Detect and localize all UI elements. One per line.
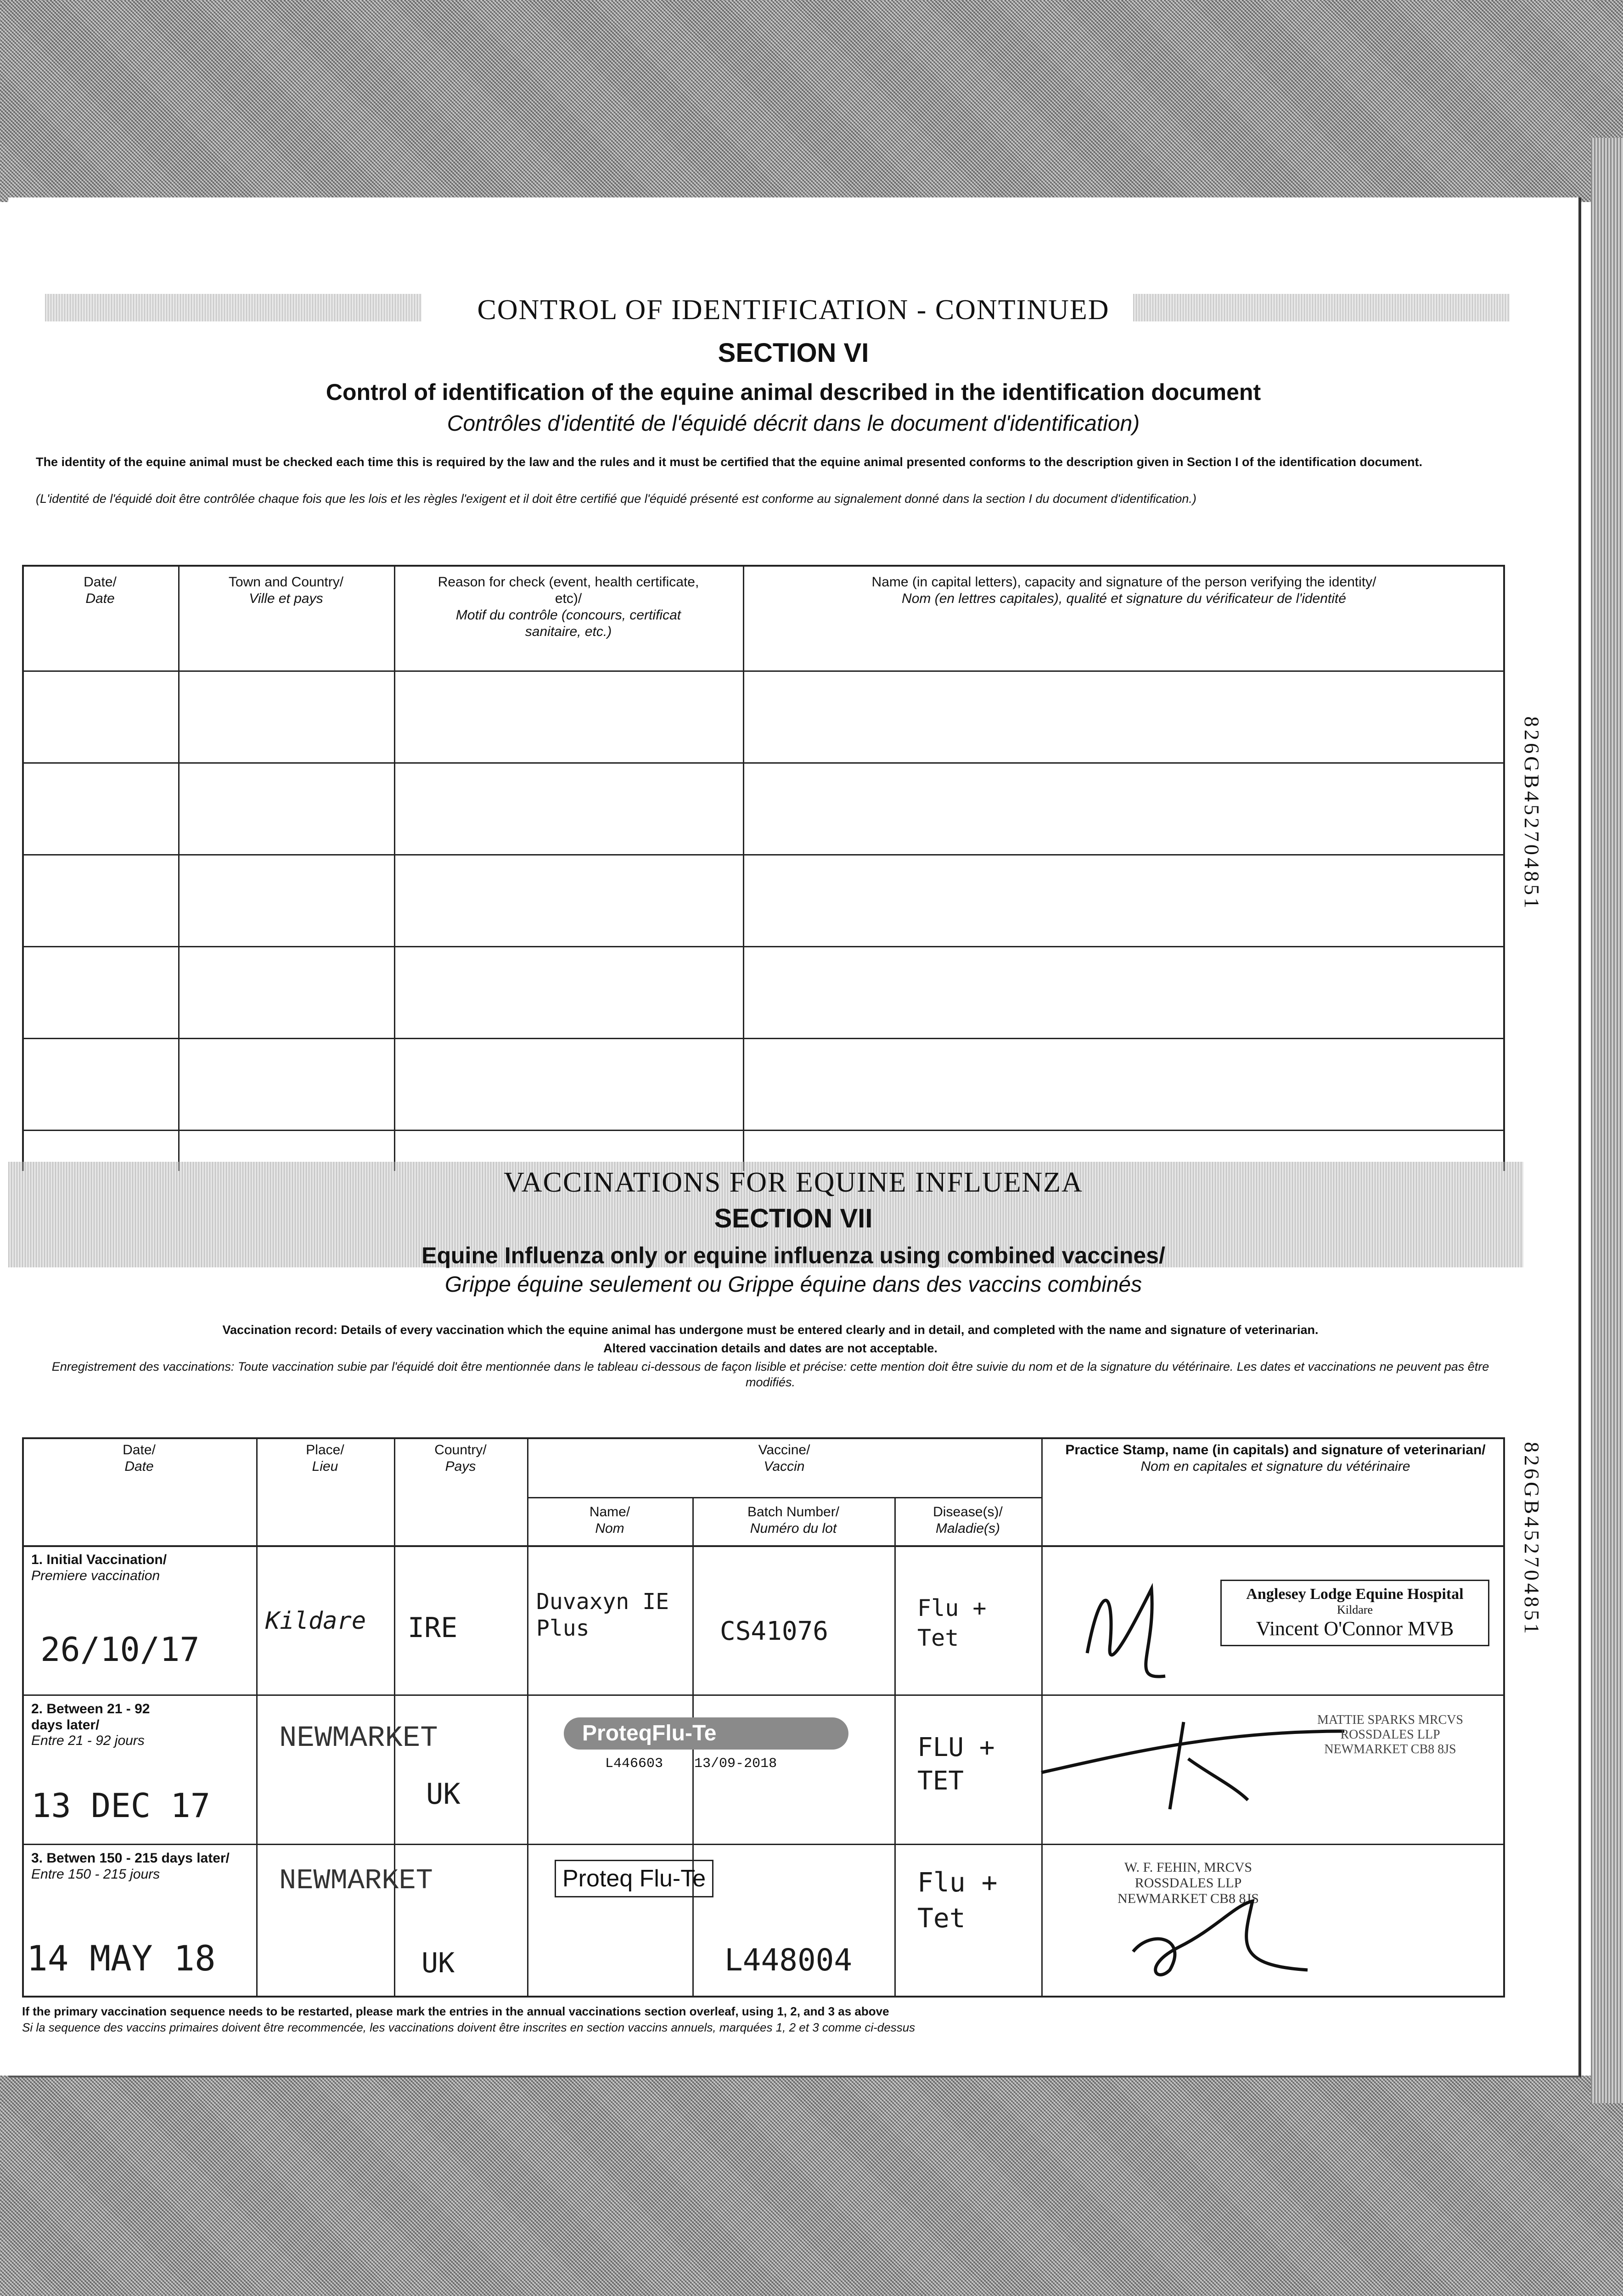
row2-practice-stamp: MATTIE SPARKS MRCVS ROSSDALES LLP NEWMARKET CB8 8JS bbox=[1317, 1713, 1463, 1756]
section6-heading: CONTROL OF IDENTIFICATION - CONTINUED bbox=[477, 294, 1110, 326]
row3-date: 14 MAY 18 bbox=[27, 1938, 216, 1979]
section7-note-fr: Enregistrement des vaccinations: Toute vaccination subie par l'équidé doit être mentionnée dans le tableau ci-dessous de façon lisible et précise: cette mention doit être suivie du nom et de la signature du vétérinaire. Les dates et vaccinations ne peuvent pas être modifiés. bbox=[51, 1360, 1489, 1389]
passport-page bbox=[8, 197, 1581, 2077]
vax-header-country: Country/ Pays bbox=[434, 1442, 487, 1474]
row2-date: 13 DEC 17 bbox=[31, 1786, 211, 1825]
row1-batch: CS41076 bbox=[720, 1616, 829, 1646]
section6-subtitle-fr: Contrôles d'identité de l'équidé décrit dans le document d'identification) bbox=[447, 411, 1140, 436]
row3-country: UK bbox=[421, 1947, 455, 1979]
right-scan-strip bbox=[1591, 138, 1623, 2103]
row3-disease: Flu + Tet bbox=[917, 1867, 998, 1934]
row3-batch: L448004 bbox=[724, 1942, 853, 1978]
row3-place-text: NEWMARKET bbox=[279, 1864, 433, 1897]
row1-label: 1. Initial Vaccination/ Premiere vaccination bbox=[31, 1552, 167, 1583]
col-header-verifier: Name (in capital letters), capacity and signature of the person verifying the identity/ Nom (en lettres capitales), qualité et signature du vérificateur de l'identité bbox=[871, 574, 1376, 606]
row2-vaccine-label: ProteqFlu-Te L446603 13/09-2018 bbox=[564, 1717, 848, 1786]
row3-vaccine-name: Proteq Flu-Te bbox=[555, 1860, 713, 1897]
vax-header-name: Name/ Nom bbox=[589, 1504, 630, 1536]
row2-vaccine-lot: L446603 bbox=[605, 1756, 663, 1772]
top-scan-border bbox=[0, 0, 1623, 202]
row1-vaccine-name: Duvaxyn IE Plus bbox=[536, 1589, 669, 1641]
row1-signature bbox=[1073, 1561, 1193, 1690]
vax-header-stamp: Practice Stamp, name (in capitals) and signature of veterinarian/ Nom en capitales et signature du vétérinaire bbox=[1065, 1442, 1486, 1474]
row3-practice-stamp: W. F. FEHIN, MRCVS ROSSDALES LLP NEWMARKET CB8 8JS bbox=[1118, 1860, 1259, 1906]
identity-check-table bbox=[22, 565, 1505, 1171]
section7-note-en-2: Altered vaccination details and dates are not acceptable. bbox=[603, 1341, 938, 1355]
vax-header-disease: Disease(s)/ Maladie(s) bbox=[933, 1504, 1003, 1536]
row1-practice-stamp: Anglesey Lodge Equine Hospital Kildare Vincent O'Connor MVB bbox=[1220, 1580, 1489, 1646]
vaccination-footnote-en: If the primary vaccination sequence needs to be restarted, please mark the entries in the annual vaccinations section overleaf, using 1, 2, and 3 as above bbox=[22, 2004, 889, 2018]
vaccination-footnote-fr: Si la sequence des vaccins primaires doivent être recommencée, les vaccinations doivent être inscrites en section vaccins annuels, marquées 1, 2 et 3 comme ci-dessus bbox=[22, 2020, 915, 2034]
row2-disease: FLU + TET bbox=[917, 1733, 995, 1796]
bottom-scan-border bbox=[0, 2076, 1623, 2296]
row1-disease: Flu + Tet bbox=[917, 1595, 987, 1651]
side-id-upper: 826GB452704851 bbox=[1520, 716, 1544, 911]
vax-header-date: Date/ Date bbox=[123, 1442, 156, 1474]
col-header-date: Date/ Date bbox=[84, 574, 117, 606]
vax-header-batch: Batch Number/ Numéro du lot bbox=[747, 1504, 840, 1536]
section6-note-fr: (L'identité de l'équidé doit être contrôlée chaque fois que les lois et les règles l'exigent et il doit être certifié que l'équidé présenté est conforme au signalement donné dans la section I du document d'identification.) bbox=[36, 492, 1196, 506]
section6-note-en: The identity of the equine animal must be checked each time this is required by the law and the rules and it must be certified that the equine animal presented conforms to the description given in Section I of the identification document. bbox=[36, 455, 1423, 469]
row2-vaccine-exp: 13/09-2018 bbox=[694, 1756, 777, 1772]
section6-label: SECTION VI bbox=[718, 338, 869, 368]
row1-date: 26/10/17 bbox=[40, 1630, 200, 1669]
row3-signature bbox=[1115, 1887, 1344, 1988]
row3-cells bbox=[22, 1846, 1505, 1998]
section6-subtitle-en: Control of identification of the equine animal described in the identification document bbox=[326, 379, 1261, 405]
row1-country: IRE bbox=[408, 1612, 458, 1644]
vax-header-vaccine: Vaccine/ Vaccin bbox=[758, 1442, 810, 1474]
vax-header-place: Place/ Lieu bbox=[306, 1442, 344, 1474]
col-header-town-country: Town and Country/ Ville et pays bbox=[228, 574, 344, 606]
section7-note-en-1: Vaccination record: Details of every vaccination which the equine animal has undergone must be entered clearly and in detail, and completed with the name and signature of veterinarian. bbox=[222, 1323, 1319, 1337]
row2-place: NEWMARKET bbox=[279, 1722, 438, 1755]
section7-subtitle-en: Equine Influenza only or equine influenza using combined vaccines/ bbox=[421, 1243, 1165, 1268]
section7-label: SECTION VII bbox=[714, 1204, 873, 1233]
col-header-reason: Reason for check (event, health certificate, etc)/ Motif du contrôle (concours, certificat sanitaire, etc.) bbox=[438, 574, 699, 639]
section7-heading: VACCINATIONS FOR EQUINE INFLUENZA bbox=[504, 1167, 1083, 1198]
vaccination-table bbox=[22, 1437, 1505, 1896]
side-id-lower: 826GB452704851 bbox=[1520, 1442, 1544, 1637]
row2-label: 2. Between 21 - 92 days later/ Entre 21 - 92 jours bbox=[31, 1701, 150, 1748]
row2-country: UK bbox=[426, 1777, 461, 1811]
section7-subtitle-fr: Grippe équine seulement ou Grippe équine dans des vaccins combinés bbox=[444, 1272, 1142, 1297]
row1-place: Kildare bbox=[265, 1607, 366, 1635]
row3-label: 3. Betwen 150 - 215 days later/ Entre 150 - 215 jours bbox=[31, 1851, 230, 1882]
